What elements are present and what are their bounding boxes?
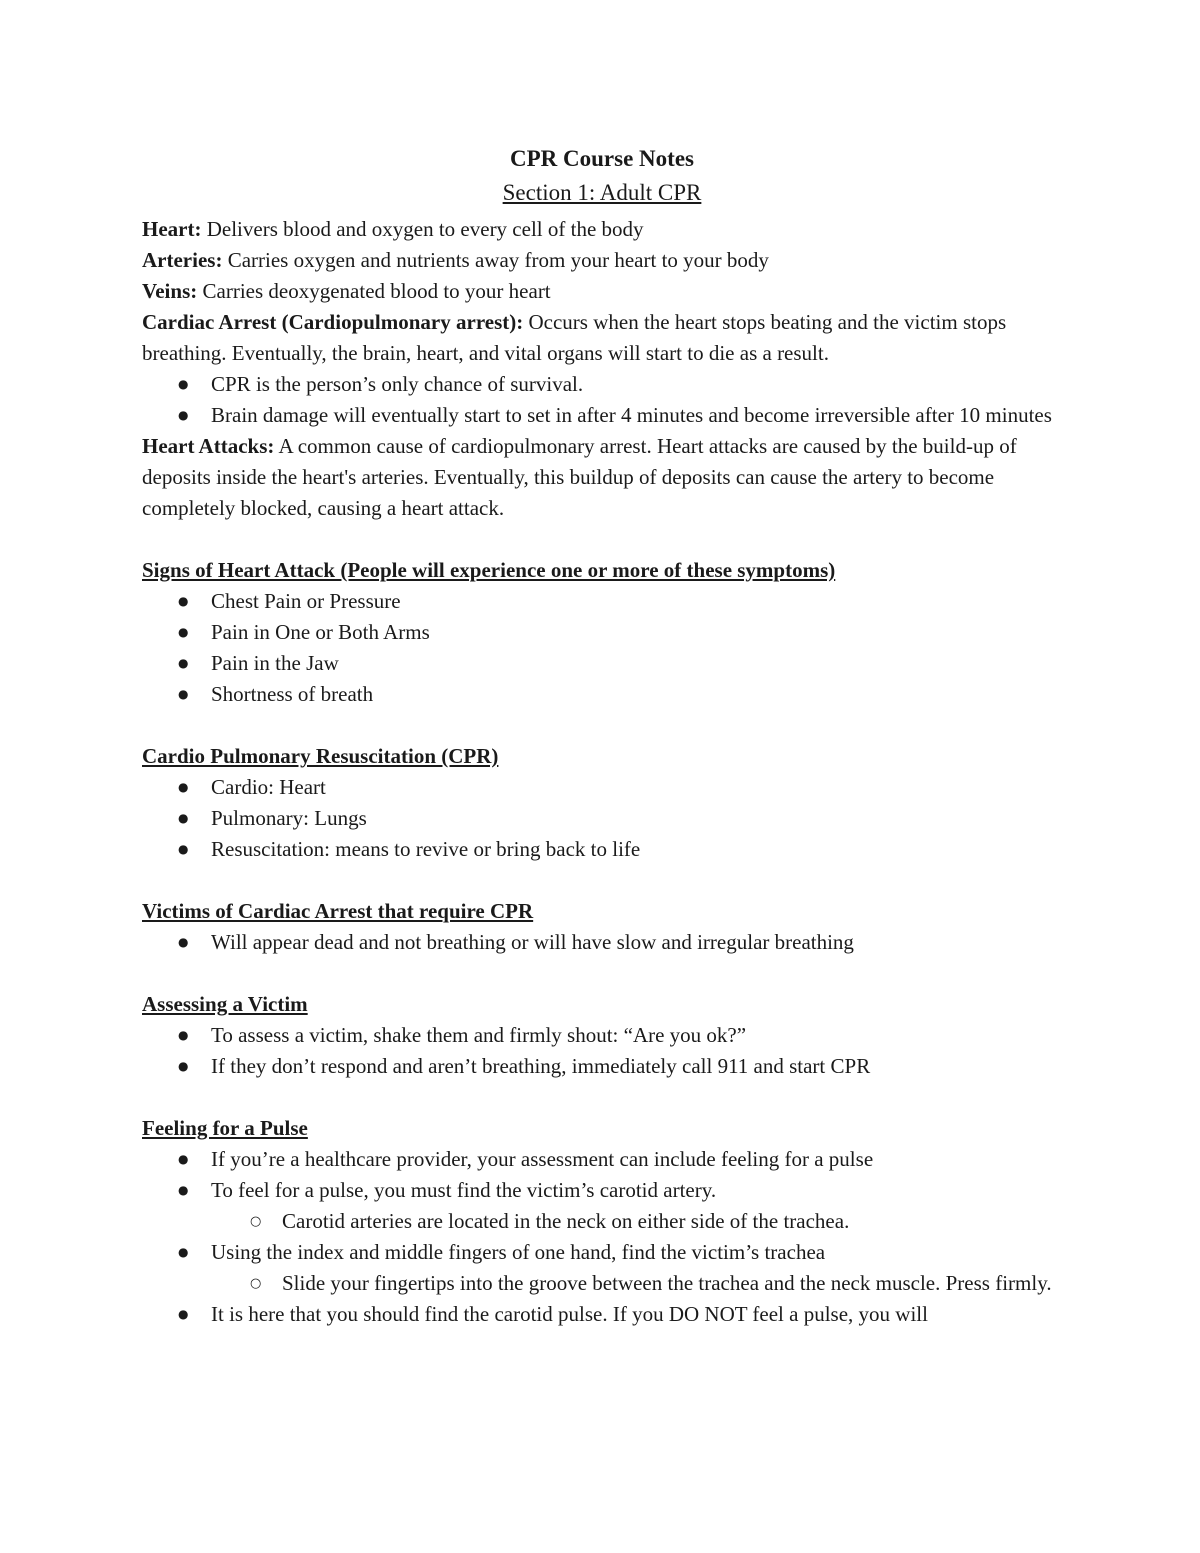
pulse-list-continued bbox=[142, 1299, 1062, 1330]
definition-heart bbox=[142, 214, 1062, 245]
spacer bbox=[142, 710, 1062, 741]
list-item: ● To assess a victim, shake them and firmly shout: “Are you ok?” bbox=[142, 1020, 1062, 1051]
heading-cpr: Cardio Pulmonary Resuscitation (CPR) bbox=[142, 744, 499, 768]
list-item: ● Resuscitation: means to revive or bring back to life bbox=[142, 834, 1062, 865]
list-item: ● Using the index and middle fingers of one hand, find the victim’s trachea bbox=[142, 1237, 1062, 1268]
pulse-sublist bbox=[142, 1206, 1062, 1237]
spacer bbox=[142, 958, 1062, 989]
definition-term: Cardiac Arrest (Cardiopulmonary arrest): bbox=[142, 310, 524, 334]
cpr-list bbox=[142, 772, 1062, 865]
heading-signs: Signs of Heart Attack (People will experience one or more of these symptoms) bbox=[142, 558, 836, 582]
definition-text: Carries deoxygenated blood to your heart bbox=[197, 279, 551, 303]
list-item: ● Shortness of breath bbox=[142, 679, 1062, 710]
definition-text: Occurs when the heart stops beating and the victim stops breathing. Eventually, the brain, heart, and vital organs will start to die as a result. bbox=[142, 310, 1007, 365]
list-item: ● To feel for a pulse, you must find the victim’s carotid artery. bbox=[142, 1175, 1062, 1206]
heading-assessing: Assessing a Victim bbox=[142, 992, 308, 1016]
signs-list bbox=[142, 586, 1062, 710]
document-content bbox=[142, 142, 1062, 1330]
definition-text: A common cause of cardiopulmonary arrest. Heart attacks are caused by the build-up of deposits inside the heart's arteries. Eventually, this buildup of deposits can cause the artery to become completely blocked, causing a heart attack. bbox=[142, 434, 1017, 520]
pulse-sublist bbox=[142, 1268, 1062, 1299]
sub-list-item: ○ Carotid arteries are located in the neck on either side of the trachea. bbox=[142, 1206, 1062, 1237]
list-item: ● Pain in One or Both Arms bbox=[142, 617, 1062, 648]
definition-arteries bbox=[142, 245, 1062, 276]
list-item: ● Chest Pain or Pressure bbox=[142, 586, 1062, 617]
pulse-list bbox=[142, 1144, 1062, 1206]
definition-heart-attacks bbox=[142, 431, 1062, 524]
section-title: Section 1: Adult CPR bbox=[502, 180, 702, 205]
spacer bbox=[142, 524, 1062, 555]
cardiac-arrest-bullets bbox=[142, 369, 1062, 431]
pulse-list-continued bbox=[142, 1237, 1062, 1268]
definition-term: Heart: bbox=[142, 217, 202, 241]
definition-term: Heart Attacks: bbox=[142, 434, 275, 458]
list-item: ● Brain damage will eventually start to set in after 4 minutes and become irreversible after 10 minutes bbox=[142, 400, 1062, 431]
document-title: CPR Course Notes bbox=[510, 146, 694, 171]
definition-term: Arteries: bbox=[142, 248, 223, 272]
list-item: ● If you’re a healthcare provider, your assessment can include feeling for a pulse bbox=[142, 1144, 1062, 1175]
definition-term: Veins: bbox=[142, 279, 198, 303]
heading-pulse: Feeling for a Pulse bbox=[142, 1116, 308, 1140]
list-item: ● CPR is the person’s only chance of survival. bbox=[142, 369, 1062, 400]
list-item: ● It is here that you should find the carotid pulse. If you DO NOT feel a pulse, you will bbox=[142, 1299, 1062, 1330]
heading-victims: Victims of Cardiac Arrest that require CPR bbox=[142, 899, 534, 923]
victims-list bbox=[142, 927, 1062, 958]
assessing-list bbox=[142, 1020, 1062, 1082]
spacer bbox=[142, 1082, 1062, 1113]
definition-veins bbox=[142, 276, 1062, 307]
definition-cardiac-arrest bbox=[142, 307, 1062, 369]
definition-text: Delivers blood and oxygen to every cell of the body bbox=[201, 217, 644, 241]
sub-list-item: ○ Slide your fingertips into the groove between the trachea and the neck muscle. Press firmly. bbox=[142, 1268, 1062, 1299]
list-item: ● Pain in the Jaw bbox=[142, 648, 1062, 679]
list-item: ● If they don’t respond and aren’t breathing, immediately call 911 and start CPR bbox=[142, 1051, 1062, 1082]
list-item: ● Cardio: Heart bbox=[142, 772, 1062, 803]
spacer bbox=[142, 865, 1062, 896]
definition-text: Carries oxygen and nutrients away from your heart to your body bbox=[222, 248, 769, 272]
list-item: ● Will appear dead and not breathing or will have slow and irregular breathing bbox=[142, 927, 1062, 958]
list-item: ● Pulmonary: Lungs bbox=[142, 803, 1062, 834]
